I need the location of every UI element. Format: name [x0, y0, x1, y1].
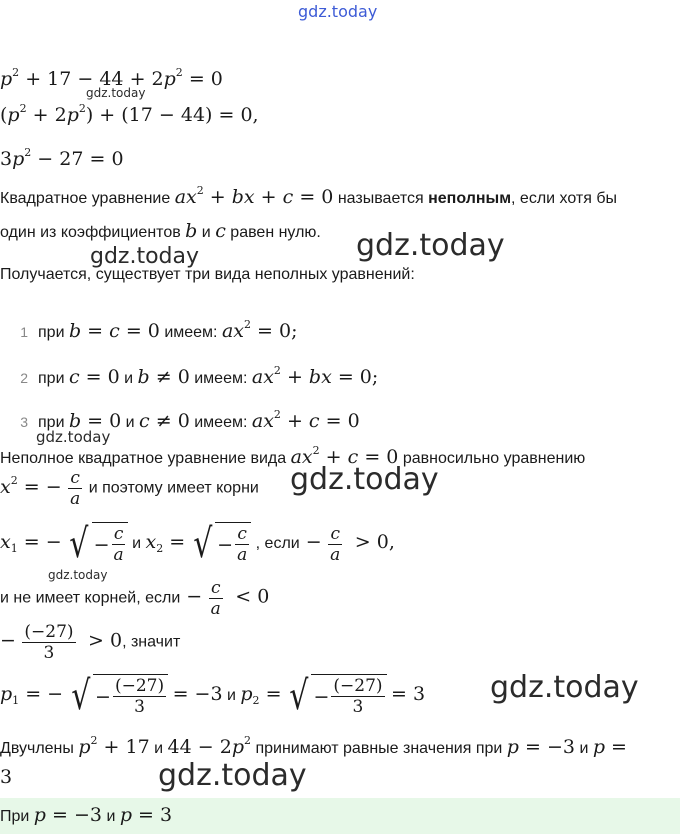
- list-item: 2 при c = 0 и b ≠ 0 имеем: $ax^2$ + bx = 0;: [20, 364, 379, 388]
- list-item: 3 при b = 0 и c ≠ 0 имеем: $ax^2 + c = 0$: [20, 408, 360, 432]
- watermark: gdz.today: [490, 670, 639, 705]
- check-line: − $\frac{(-27)}{3}$ > 0, значит: [0, 622, 181, 663]
- roots-line: $x_1$ = − √ − $\frac{c}{a}$ и $x_2$ = √ − $\frac{c}{a}$ , если − $\frac{c}{a}$ > 0,: [0, 521, 395, 567]
- no-roots-line: и не имеет корней, если − $\frac{c}{a}$ < 0: [0, 578, 270, 619]
- definition-line-1: Квадратное уравнение $ax^2$ + bx + c = 0 называется неполным, если хотя бы: [0, 184, 618, 208]
- equation-line-3: $3p^2 - 27 = 0$: [0, 146, 124, 170]
- watermark: gdz.today: [290, 462, 439, 497]
- kinds-heading: Получается, существует три вида неполных уравнений:: [0, 266, 415, 283]
- watermark: gdz.today: [36, 428, 111, 446]
- watermark: gdz.today: [298, 2, 378, 21]
- definition-line-2: один из коэффициентов b и c равен нулю.: [0, 220, 321, 242]
- answer-line: При p = −3 и p = 3: [0, 804, 173, 826]
- binomials-line: Двучлены $p^2 + 17$ и $44 - 2p^2$ принимают равные значения при p = −3 и p =: [0, 734, 627, 758]
- watermark: gdz.today: [356, 228, 505, 263]
- equation-line-2: $(p^2 + 2p^2) + (17 - 44) = 0$,: [0, 102, 259, 126]
- watermark: gdz.today: [86, 86, 146, 100]
- list-item: 1 при b = c = 0 имеем: $ax^2 = 0$;: [20, 318, 298, 342]
- p-roots-line: $p_1$ = − √ − $\frac{(-27)}{3}$ = −3 и $p_2$ = √ − $\frac{(-27)}{3}$ = 3: [0, 673, 426, 719]
- binomials-line-wrap: 3: [0, 766, 13, 788]
- watermark: gdz.today: [158, 758, 307, 793]
- watermark: gdz.today: [48, 568, 108, 582]
- equation-line-1: $p^2 + 17 - 44 + 2p^2 = 0$: [0, 66, 223, 90]
- bold-term: неполным: [428, 190, 512, 207]
- x-squared-line: $x^2$ = − $\frac{c}{a}$ и поэтому имеет корни: [0, 468, 259, 509]
- incomplete-line: Неполное квадратное уравнение вида $ax^2 + c = 0$ равносильно уравнению: [0, 444, 586, 468]
- watermark: gdz.today: [90, 244, 200, 269]
